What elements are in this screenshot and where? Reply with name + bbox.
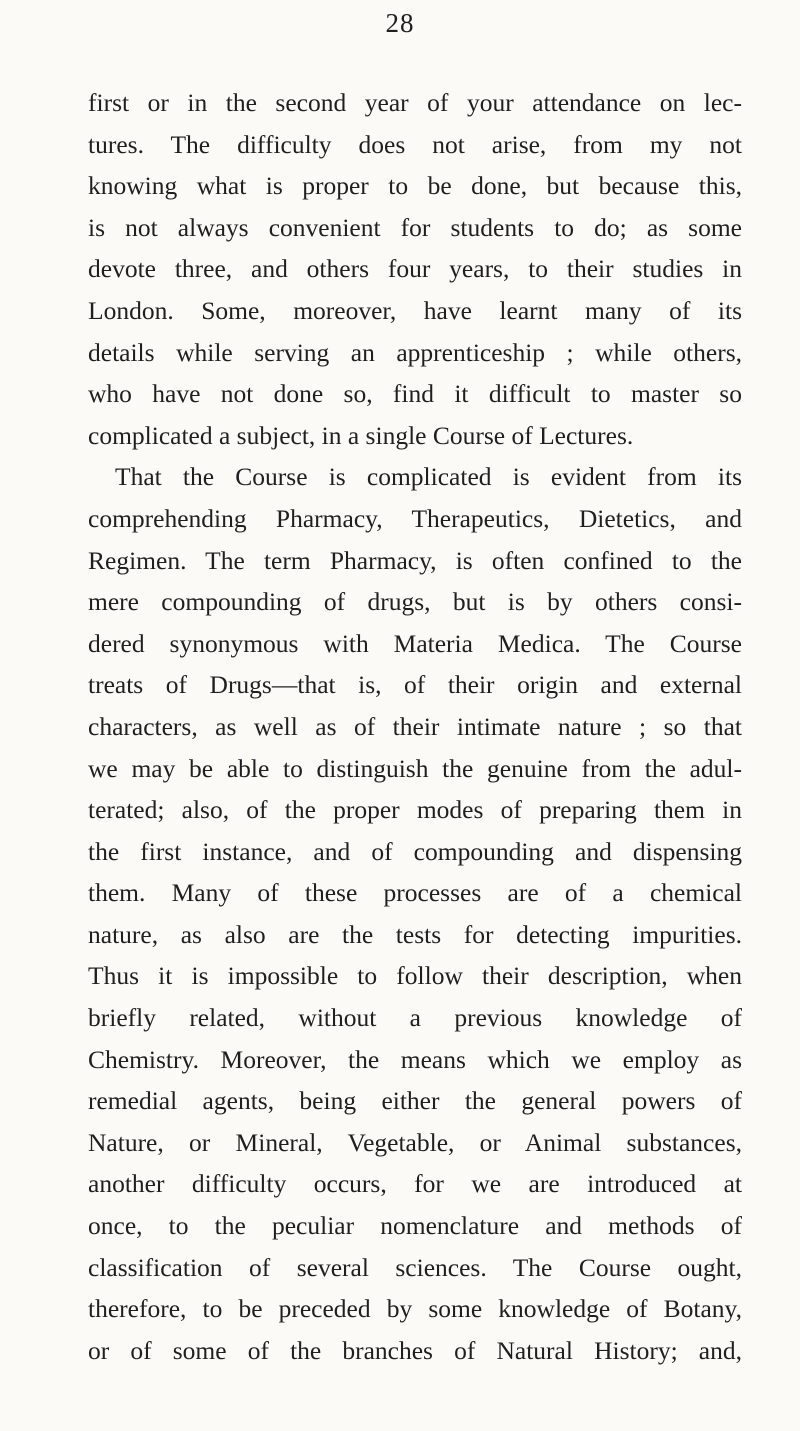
text-line: who have not done so, find it difficult to master so bbox=[88, 379, 742, 409]
text-line: nature, as also are the tests for detecting impurities. bbox=[88, 919, 742, 949]
text-line: Regimen. The term Pharmacy, is often confined to the bbox=[88, 545, 742, 575]
text-line: is not always convenient for students to do; as some bbox=[88, 212, 742, 242]
text-line: first or in the second year of your attendance on lec- bbox=[88, 88, 742, 117]
text-line: Nature, or Mineral, Vegetable, or Animal substances, bbox=[88, 1127, 742, 1157]
text-line: treats of Drugs—that is, of their origin and external bbox=[88, 670, 742, 700]
text-line: we may be able to distinguish the genuine from the adul- bbox=[88, 753, 742, 783]
text-line: terated; also, of the proper modes of preparing them in bbox=[88, 795, 742, 825]
text-line: them. Many of these processes are of a chemical bbox=[88, 878, 742, 908]
body-text bbox=[88, 82, 742, 1371]
text-line: details while serving an apprenticeship ; while others, bbox=[88, 337, 742, 367]
text-line: classification of several sciences. The Course ought, bbox=[88, 1252, 742, 1282]
paragraph-first-line: That the Course is complicated is evident from its bbox=[115, 462, 742, 492]
text-line: Chemistry. Moreover, the means which we employ as bbox=[88, 1044, 742, 1074]
text-line: another difficulty occurs, for we are introduced at bbox=[88, 1169, 742, 1199]
text-line: comprehending Pharmacy, Therapeutics, Dietetics, and bbox=[88, 503, 742, 533]
text-line: or of some of the branches of Natural History; and, bbox=[88, 1335, 742, 1365]
text-line: London. Some, moreover, have learnt many of its bbox=[88, 295, 742, 325]
text-line: the first instance, and of compounding and dispensing bbox=[88, 836, 742, 866]
text-line: mere compounding of drugs, but is by others consi- bbox=[88, 587, 742, 617]
text-line: Thus it is impossible to follow their description, when bbox=[88, 961, 742, 991]
text-line: briefly related, without a previous knowledge of bbox=[88, 1003, 742, 1033]
text-line: remedial agents, being either the general powers of bbox=[88, 1086, 742, 1116]
text-line: characters, as well as of their intimate nature ; so that bbox=[88, 711, 742, 741]
text-line: knowing what is proper to be done, but because this, bbox=[88, 171, 742, 201]
text-line: complicated a subject, in a single Course of Lectures. bbox=[88, 420, 634, 450]
text-line: therefore, to be preceded by some knowledge of Botany, bbox=[88, 1294, 742, 1324]
text-line: dered synonymous with Materia Medica. The Course bbox=[88, 628, 742, 658]
text-line: devote three, and others four years, to their studies in bbox=[88, 254, 742, 284]
text-line: once, to the peculiar nomenclature and methods of bbox=[88, 1211, 742, 1241]
page-number: 28 bbox=[385, 8, 415, 38]
text-line: tures. The difficulty does not arise, from my not bbox=[88, 129, 742, 159]
